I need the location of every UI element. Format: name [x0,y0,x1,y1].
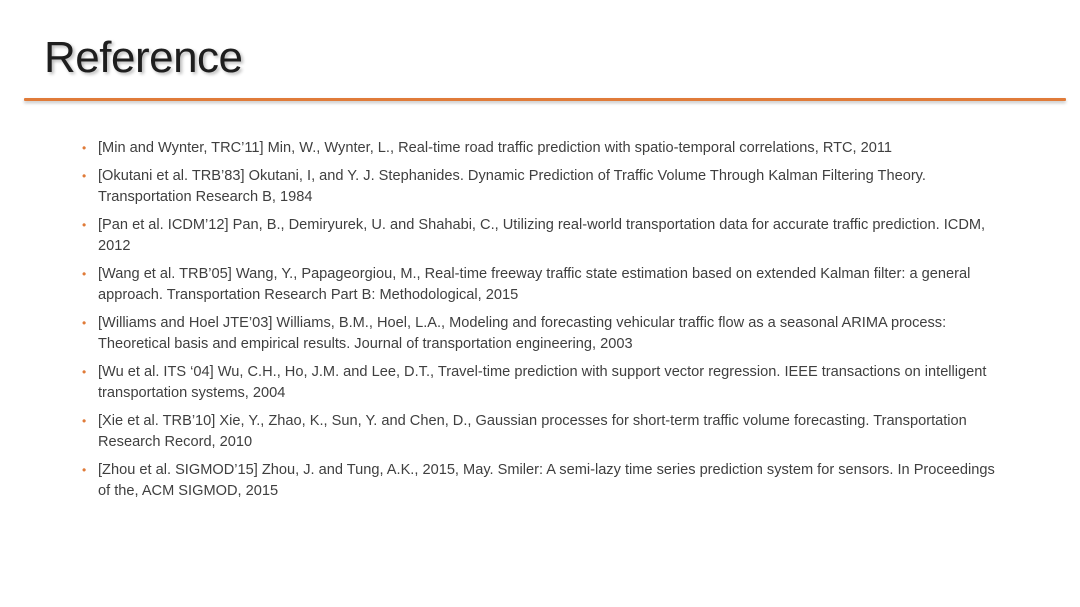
reference-item [80,313,1010,356]
title-divider [24,98,1066,101]
bullet-icon: • [82,315,87,330]
reference-text: [Xie et al. TRB’10] Xie, Y., Zhao, K., Sun, Y. and Chen, D., Gaussian processes for short-term traffic volume forecasting. Transportation Research Record, 2010 [98,412,967,450]
reference-text: [Okutani et al. TRB’83] Okutani, I, and Y. J. Stephanides. Dynamic Prediction of Traffic Volume Through Kalman Filtering Theory. Transportation Research B, 1984 [98,167,926,205]
reference-item [80,166,1010,209]
reference-text: [Williams and Hoel JTE’03] Williams, B.M., Hoel, L.A., Modeling and forecasting vehicular traffic flow as a seasonal ARIMA process: Theoretical basis and empirical results. Journal of transportation engineering, 2003 [98,314,947,352]
reference-text: [Wu et al. ITS ‘04] Wu, C.H., Ho, J.M. and Lee, D.T., Travel-time prediction with support vector regression. IEEE transactions on intelligent transportation systems, 2004 [98,363,987,401]
reference-item [80,411,1010,454]
bullet-icon: • [82,141,87,155]
reference-item [80,460,1010,503]
reference-text: [Wang et al. TRB’05] Wang, Y., Papageorgiou, M., Real-time freeway traffic state estimation based on extended Kalman filter: a general approach. Transportation Research Part B: Methodological, 2015 [98,265,971,303]
bullet-icon: • [82,364,87,379]
reference-item [80,215,1010,258]
slide-title: Reference [44,33,243,82]
reference-item [80,362,1010,405]
reference-text: [Min and Wynter, TRC’11] Min, W., Wynter, L., Real-time road traffic prediction with spatio-temporal correlations, RTC, 2011 [98,140,893,156]
reference-list [80,138,1010,509]
reference-item [80,264,1010,307]
bullet-icon: • [82,413,87,428]
bullet-icon: • [82,217,87,232]
reference-item [80,138,1010,160]
bullet-icon: • [82,462,87,477]
reference-text: [Pan et al. ICDM’12] Pan, B., Demiryurek, U. and Shahabi, C., Utilizing real-world transportation data for accurate traffic prediction. ICDM, 2012 [98,216,986,254]
bullet-icon: • [82,168,87,183]
bullet-icon: • [82,266,87,281]
reference-text: [Zhou et al. SIGMOD’15] Zhou, J. and Tung, A.K., 2015, May. Smiler: A semi-lazy time series prediction system for sensors. In Proceedings of the, ACM SIGMOD, 2015 [98,461,995,499]
